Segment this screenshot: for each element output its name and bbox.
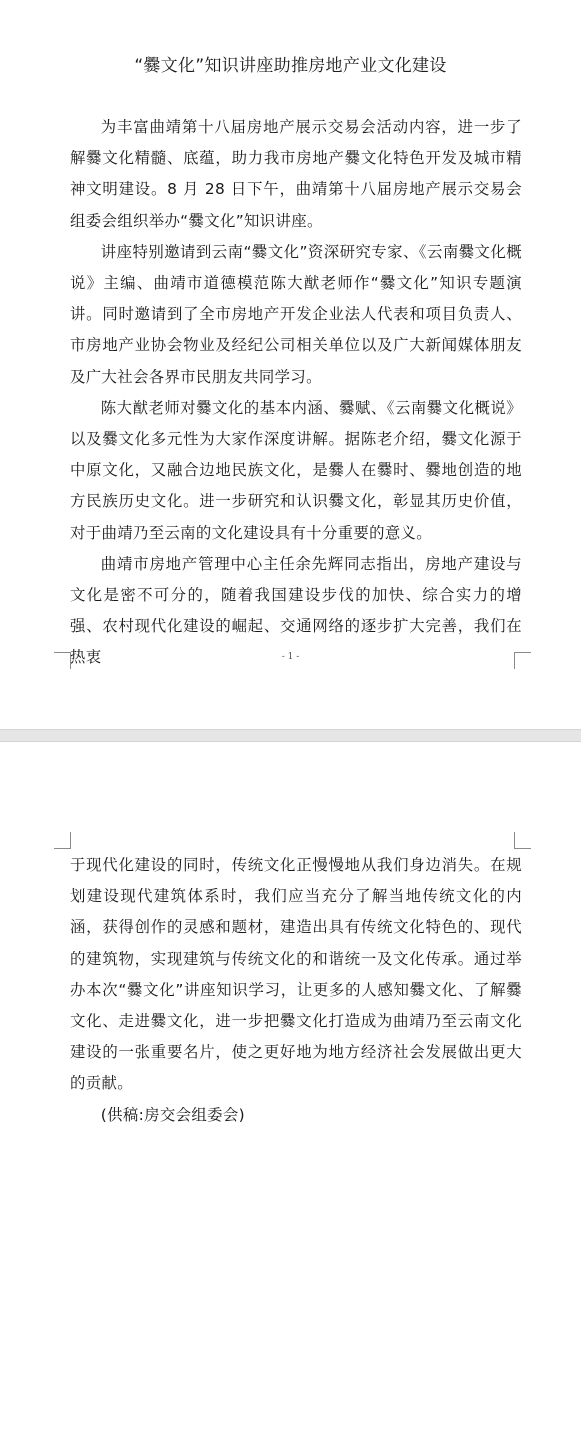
document-page-2 <box>0 742 581 1438</box>
paragraph-4: 曲靖市房地产管理中心主任余先辉同志指出，房地产建设与文化是密不可分的，随着我国建设步伐的加快、综合实力的增强、农村现代化建设的崛起、交通网络的逐步扩大完善，我们在热衷 <box>70 554 522 667</box>
page-corner-mark-top-right <box>514 832 531 849</box>
page-number: - 1 - <box>281 652 300 662</box>
source-credit: (供稿:房交会组委会) <box>100 1105 245 1124</box>
page-2-body <box>70 850 522 1131</box>
page-corner-mark-top-left <box>54 832 71 849</box>
document-title: “爨文化”知识讲座助推房地产业文化建设 <box>134 56 447 76</box>
page-1-body <box>70 112 522 667</box>
paragraph-4-continuation: 于现代化建设的同时，传统文化正慢慢地从我们身边消失。在规划建设现代建筑体系时，我们应当充分了解当地传统文化的内涵，获得创作的灵感和题材，建造出具有传统文化特色的、现代的建筑物，实现建筑与传统文化的和谐统一及文化传承。通过举办本次“爨文化”讲座知识学习，让更多的人感知爨文化、了解爨文化、走进爨文化，进一步把爨文化打造成为曲靖乃至云南文化建设的一张重要名片，使之更好地为地方经济社会发展做出更大的贡献。 <box>70 856 522 1093</box>
paragraph-3: 陈大猷老师对爨文化的基本内涵、爨赋、《云南爨文化概说》以及爨文化多元性为大家作深度讲解。据陈老介绍，爨文化源于中原文化，又融合边地民族文化，是爨人在爨时、爨地创造的地方民族历史文化。进一步研究和认识爨文化，彰显其历史价值，对于曲靖乃至云南的文化建设具有十分重要的意义。 <box>70 398 522 542</box>
paragraph-1: 为丰富曲靖第十八届房地产展示交易会活动内容，进一步了解爨文化精髓、底蕴，助力我市房地产爨文化特色开发及城市精神文明建设。8 月 28 日下午，曲靖第十八届房地产展示交易会组委会组织举办“爨文化”知识讲座。 <box>70 118 522 230</box>
paragraph-2: 讲座特别邀请到云南“爨文化”资深研究专家、《云南爨文化概说》主编、曲靖市道德模范陈大猷老师作“爨文化”知识专题演讲。同时邀请到了全市房地产开发企业法人代表和项目负责人、市房地产业协会物业及经纪公司相关单位以及广大新闻媒体朋友及广大社会各界市民朋友共同学习。 <box>70 242 522 386</box>
page-separator <box>0 729 581 742</box>
